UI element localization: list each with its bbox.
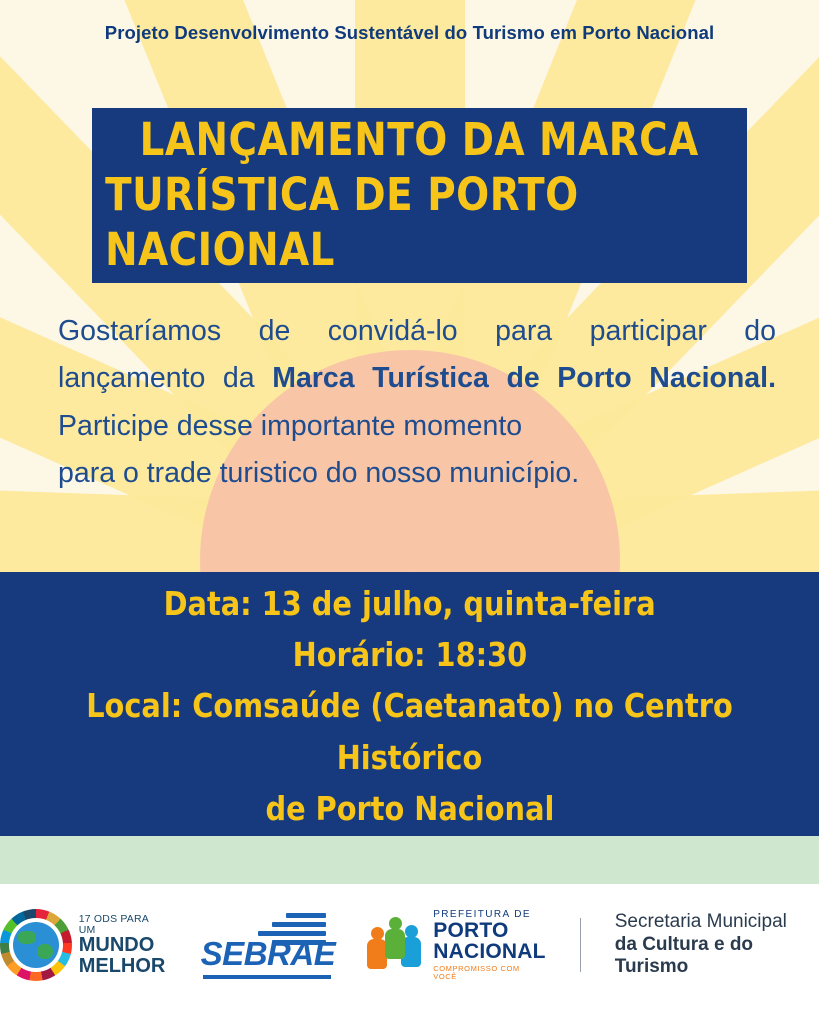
three-people-icon xyxy=(366,915,424,975)
prefeitura-logo xyxy=(366,910,545,981)
prefeitura-text xyxy=(433,910,546,981)
secretaria-logo xyxy=(615,911,819,978)
sebrae-logo xyxy=(200,909,336,981)
ods-globe-icon xyxy=(0,909,71,981)
headline-line-1: LANÇAMENTO DA MARCA xyxy=(139,113,700,167)
invitation-part-2: Participe desse importante momento xyxy=(58,409,523,442)
sebrae-wordmark: SEBRAE xyxy=(200,935,336,972)
event-place-line-2: de Porto Nacional xyxy=(265,788,554,828)
ods-line-2: MUNDO xyxy=(78,934,155,957)
ods-line-1: 17 ODS PARA UM xyxy=(78,912,149,936)
ods-logo xyxy=(0,909,167,981)
ods-line-3: MELHOR xyxy=(78,954,166,977)
event-date: Data: 13 de julho, quinta-feira xyxy=(163,584,656,624)
prefeitura-line-2: PORTO xyxy=(433,918,509,942)
invitation-part-3: para o trade turistico do nosso município. xyxy=(58,456,580,489)
event-details-band xyxy=(0,572,819,836)
event-time: Horário: 18:30 xyxy=(292,635,527,675)
footer-logos xyxy=(0,890,819,1000)
project-title: Projeto Desenvolvimento Sustentável do Turismo em Porto Nacional xyxy=(104,22,715,43)
invitation-paragraph xyxy=(58,308,776,497)
ods-logo-text xyxy=(79,914,167,976)
prefeitura-tagline: COMPROMISSO COM VOCÊ xyxy=(433,964,520,981)
headline-box xyxy=(92,108,747,283)
secretaria-line-2: da Cultura e do Turismo xyxy=(614,933,754,978)
invitation-bold: Marca Turística de Porto Nacional. xyxy=(272,362,776,395)
invitation-part-1: Gostaríamos de convidá-lo para participar do lançamento da xyxy=(58,315,776,395)
prefeitura-line-3: NACIONAL xyxy=(433,940,546,964)
secretaria-line-1: Secretaria Municipal xyxy=(614,911,787,933)
headline-line-2: TURÍSTICA DE PORTO NACIONAL xyxy=(105,168,579,276)
footer-divider xyxy=(580,918,581,972)
prefeitura-line-1: PREFEITURA DE xyxy=(433,908,531,920)
event-place-line-1: Local: Comsaúde (Caetanato) no Centro Histórico xyxy=(86,686,733,777)
